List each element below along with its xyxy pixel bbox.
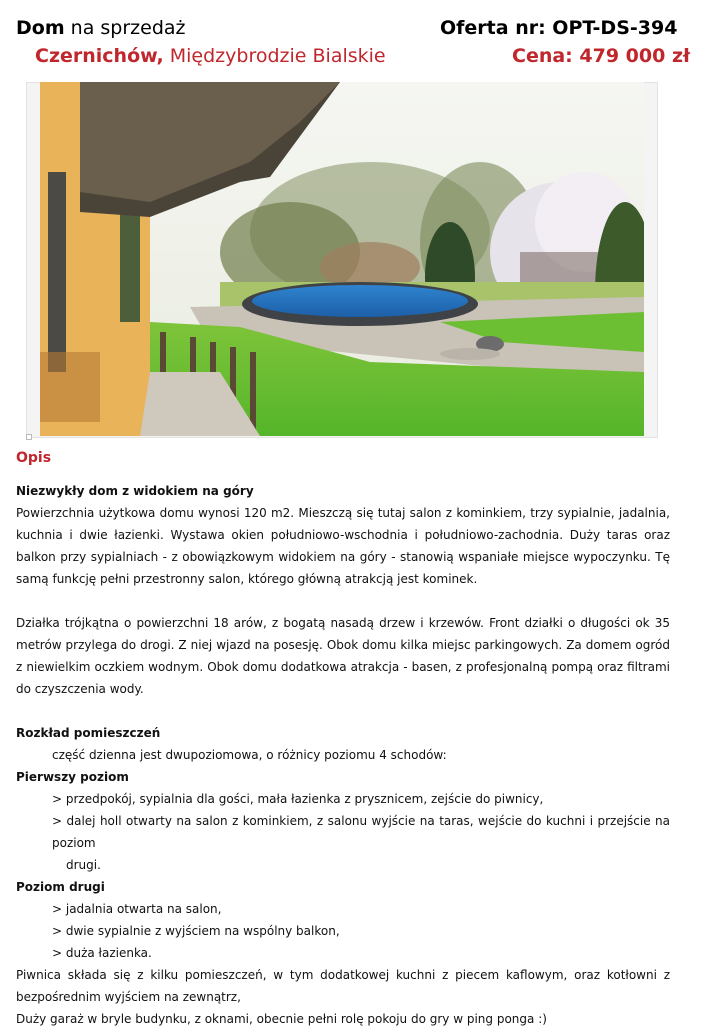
thumbnail-marker[interactable] <box>26 434 32 440</box>
section-title: Opis <box>16 450 52 466</box>
property-type-bold: Dom <box>16 17 65 39</box>
description-title: Niezwykły dom z widokiem na góry <box>16 484 254 498</box>
property-photo[interactable] <box>40 82 644 436</box>
level1-item-continuation: drugi. <box>66 858 101 872</box>
location-city: Czernichów, <box>35 45 164 67</box>
level2-item: > dwie sypialnie z wyjściem na wspólny balkon, <box>52 924 340 938</box>
level1-item: > przedpokój, sypialnia dla gości, mała łazienka z prysznicem, zejście do piwnicy, <box>52 792 544 806</box>
property-type-rest: na sprzedaż <box>64 17 186 39</box>
level2-title: Poziom drugi <box>16 880 105 894</box>
level2-item: > jadalnia otwarta na salon, <box>52 902 222 916</box>
offer-price: Cena: 479 000 zł <box>512 45 691 67</box>
basement-text: Piwnica składa się z kilku pomieszczeń, w tym dodatkowej kuchni z piecem kaflowym, oraz kotłowni z bezpośrednim wyjściem na zewnątrz, <box>16 968 670 1004</box>
spacer <box>16 590 670 612</box>
offer-number: Oferta nr: OPT-DS-394 <box>440 17 678 39</box>
layout-title: Rozkład pomieszczeń <box>16 726 161 740</box>
description-paragraph-2: Działka trójkątna o powierzchni 18 arów, z bogatą nasadą drzew i krzewów. Front działki o długości ok 35 metrów przylega do drogi. Z niej wjazd na posesję. Obok domu kilka miejsc parkingowych. Za domem ogród z niewielkim oczkiem wodnym. Obok domu dodatkowa atrakcja - basen, z profesjonalną pompą oraz filtrami do czyszczenia wody. <box>16 616 670 696</box>
property-location <box>35 44 386 68</box>
location-district: Międzybrodzie Bialskie <box>163 45 386 67</box>
garage-text: Duży garaż w bryle budynku, z oknami, obecnie pełni rolę pokoju do gry w ping ponga :) <box>16 1012 547 1026</box>
property-type <box>16 16 186 40</box>
level1-item-line: > dalej holl otwarty na salon z kominkiem, z salonu wyjście na taras, wejście do kuchni i przejście na poziom <box>52 814 670 850</box>
spacer <box>16 700 670 722</box>
description-paragraph-1: Powierzchnia użytkowa domu wynosi 120 m2. Mieszczą się tutaj salon z kominkiem, trzy sypialnie, jadalnia, kuchnia i dwie łazienki. Wystawa okien południowo-wschodnia i południowo-zachodnia. Duży taras oraz balkon przy sypialniach - z obowiązkowym widokiem na góry - stanowią wspaniałe miejsce wypoczynku. Tę samą funkcję pełni przestronny salon, którego główną atrakcją jest kominek. <box>16 506 670 586</box>
level1-title: Pierwszy poziom <box>16 770 129 784</box>
layout-intro: część dzienna jest dwupoziomowa, o różnicy poziomu 4 schodów: <box>52 748 447 762</box>
level1-item <box>16 810 670 876</box>
description-content <box>16 480 670 1030</box>
property-photo-illustration <box>40 82 644 436</box>
level2-item: > duża łazienka. <box>52 946 152 960</box>
